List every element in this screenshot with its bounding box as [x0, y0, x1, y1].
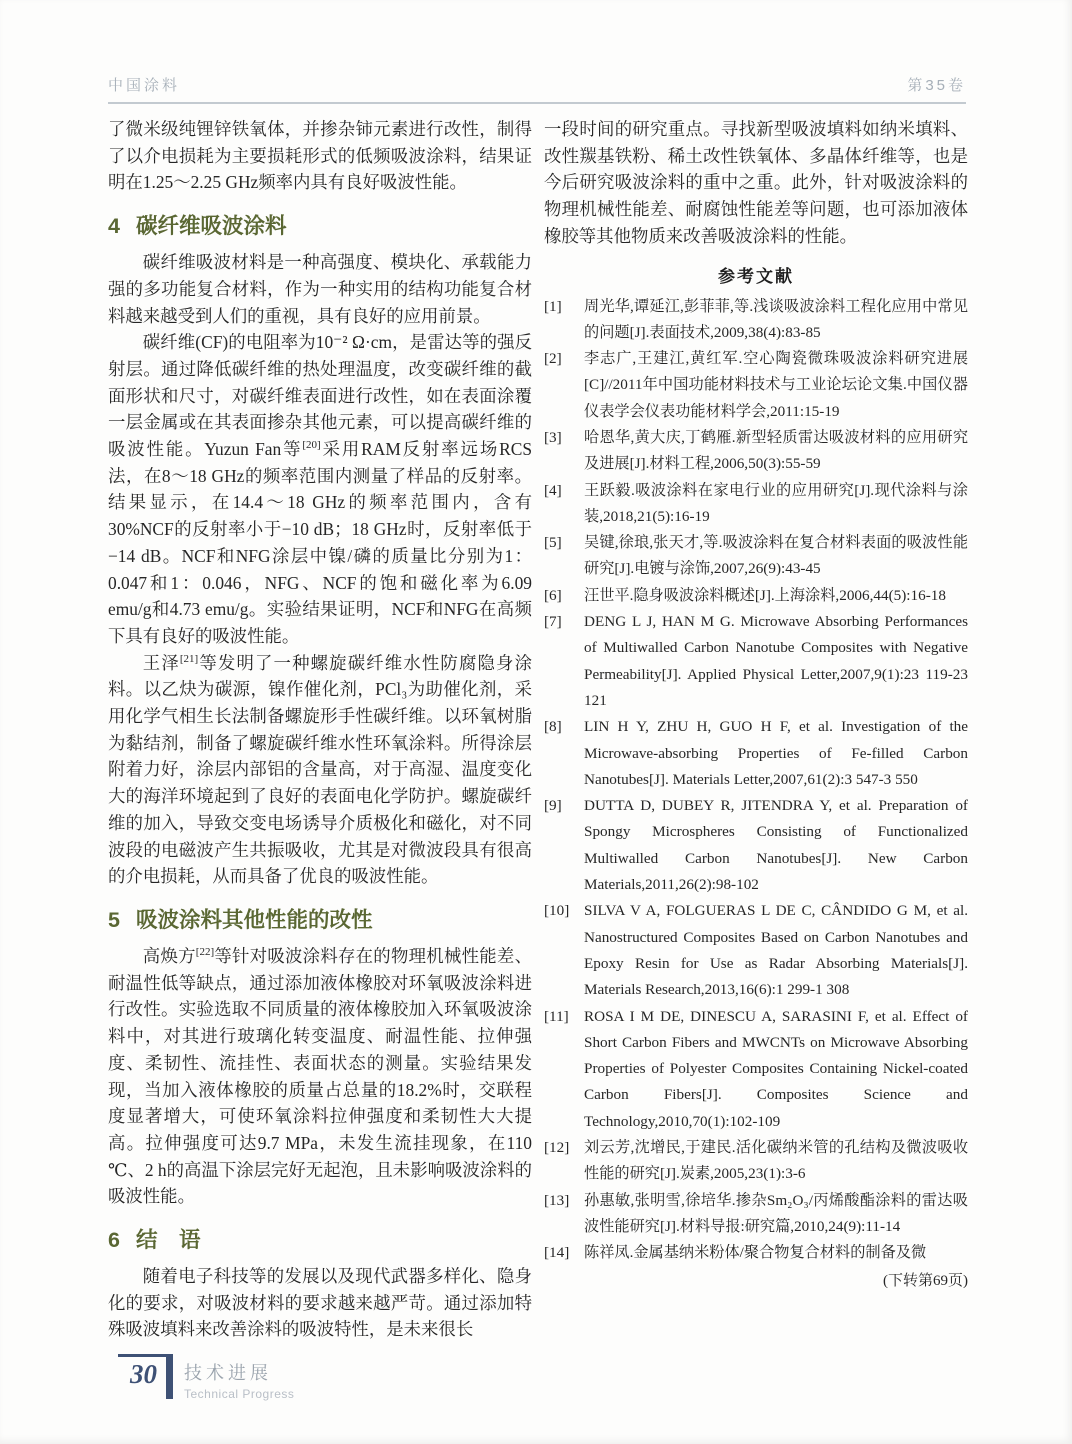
reference-label: [5] — [544, 534, 562, 552]
reference-item-11 — [544, 1004, 968, 1135]
reference-item-7 — [544, 609, 968, 714]
reference-item-10 — [544, 898, 968, 1003]
reference-text: 吴键,徐琅,张天才,等.吸波涂料在复合材料表面的吸波性能研究[J].电镀与涂饰,2007,26(9):43-45 — [584, 534, 968, 578]
reference-item-12 — [544, 1135, 968, 1188]
reference-label: [13] — [544, 1191, 570, 1209]
section-4-heading — [108, 209, 532, 240]
journal-name: 中国涂料 — [108, 77, 181, 94]
section-6-heading — [108, 1223, 532, 1254]
paragraph-text: 高焕方 — [142, 945, 196, 966]
reference-label: [4] — [544, 481, 562, 499]
footer-section-title-cn: 技术进展 — [184, 1363, 272, 1383]
reference-text: ROSA I M DE, DINESCU A, SARASINI F, et al. Effect of Short Carbon Fibers and MWCNTs on Microwave Absorbing Properties of Polyester Composites Containing Nickel-coated Carbon Fibers[J]. Composites Science and Technology,2010,70(1):102-109 — [584, 1007, 968, 1130]
section-4-title: 碳纤维吸波涂料 — [135, 214, 287, 239]
section-5-title: 吸波涂料其他性能的改性 — [135, 907, 373, 932]
reference-item-8 — [544, 714, 968, 793]
paragraph-text: 采用RAM反射率远场RCS法，在8～18 GHz的频率范围内测量了样品的反射率。结果显示，在14.4～18 GHz的频率范围内，含有30%NCF的反射率小于−10 dB；18 GHz时，反射率低于−14 dB。NCF和NFG涂层中镍/磷的质量比分别为1：0.047和1：0.046，NFG、NCF的饱和磁化率为6.09 emu/g和4.73 emu/g。实验结果证明，NCF和NFG在高频下具有良好的吸波性能。 — [108, 439, 532, 646]
reference-label: [1] — [544, 297, 562, 315]
references-heading: 参考文献 — [718, 266, 794, 286]
page-header — [108, 74, 966, 104]
section-5-heading — [108, 903, 532, 934]
reference-text: DUTTA D, DUBEY R, JITENDRA Y, et al. Preparation of Spongy Microspheres Consisting of Functionalized Multiwalled Carbon Nanotubes[J]. New Carbon Materials,2011,26(2):98-102 — [584, 797, 968, 894]
right-column — [544, 116, 968, 1294]
reference-text: 刘云芳,沈增民,于建民.活化碳纳米管的孔结构及微波吸收性能的研究[J].炭素,2005,23(1):3-6 — [584, 1139, 968, 1183]
section-4-paragraph-3 — [108, 650, 532, 890]
citation-superscript-21: [21] — [179, 652, 199, 665]
footer-section-titles — [173, 1354, 294, 1401]
reference-label: [7] — [544, 613, 562, 631]
reference-text: 王跃毅.吸波涂料在家电行业的应用研究[J].现代涂料与涂装,2018,21(5):16-19 — [584, 481, 968, 525]
reference-item-14 — [544, 1240, 968, 1266]
conclusion-continuation-paragraph: 一段时间的研究重点。寻找新型吸波填料如纳米填料、改性羰基铁粉、稀土改性铁氧体、多晶体纤维等，也是今后研究吸波涂料的重中之重。此外，针对吸波涂料的物理机械性能差、耐腐蚀性能差等问题，也可添加液体橡胶等其他物质来改善吸波涂料的性能。 — [544, 119, 968, 246]
paragraph-text: 碳纤维(CF)的电阻率为10⁻² Ω·cm，是雷达等的强反射层。通过降低碳纤维的热处理温度，改变碳纤维的截面形状和尺寸，对碳纤维表面进行改性，如在表面涂覆一层金属或在其表面掺杂其他元素，可以提高碳纤维的吸波性能。Yuzun Fan等 — [108, 332, 532, 460]
reference-item-1 — [544, 294, 968, 347]
reference-label: [11] — [544, 1007, 569, 1025]
intro-continuation-paragraph: 了微米级纯锂锌铁氧体，并掺杂铈元素进行改性，制得了以介电损耗为主要损耗形式的低频吸波涂料，结果证明在1.25～2.25 GHz频率内具有良好吸波性能。 — [108, 119, 532, 193]
reference-item-3 — [544, 425, 968, 478]
citation-superscript-22: [22] — [195, 946, 215, 959]
section-4-paragraph-2 — [108, 329, 532, 649]
paragraph-text: 王泽 — [142, 652, 180, 673]
reference-item-4 — [544, 478, 968, 531]
section-4-number: 4 — [108, 214, 120, 239]
section-4-paragraph-1: 碳纤维吸波材料是一种高强度、模块化、承载能力强的多功能复合材料，作为一种实用的结构功能复合材料越来越受到人们的重视，具有良好的应用前景。 — [108, 252, 532, 326]
section-5-paragraph — [108, 943, 532, 1210]
reference-text: DENG L J, HAN M G. Microwave Absorbing Performances of Multiwalled Carbon Nanotube Composites with Negative Permeability[J]. Applied Physical Letter,2007,9(1):23 119-23 121 — [584, 613, 968, 709]
section-5-number: 5 — [108, 907, 120, 932]
reference-label: [6] — [544, 586, 562, 604]
reference-text: 汪世平.隐身吸波涂料概述[J].上海涂料,2006,44(5):16-18 — [584, 586, 946, 604]
reference-text: LIN H Y, ZHU H, GUO H F, et al. Investigation of the Microwave-absorbing Properties of Fe-filled Carbon Nanotubes[J]. Materials Letter,2007,61(2):3 547-3 550 — [584, 718, 968, 788]
reference-item-13 — [544, 1188, 968, 1241]
citation-superscript-20: [20] — [302, 439, 321, 452]
reference-item-5 — [544, 530, 968, 583]
page-number-box — [118, 1354, 166, 1390]
reference-label: [9] — [544, 797, 562, 815]
paragraph-text: 等针对吸波涂料存在的物理机械性能差、耐温性低等缺点，通过添加液体橡胶对环氧吸波涂料进行改性。实验选取不同质量的液体橡胶加入环氧吸波涂料中，对其进行玻璃化转变温度、耐温性能、拉伸强度、柔韧性、流挂性、表面状态的测量。实验结果发现，当加入液体橡胶的质量占总量的18.2%时，交联程度显著增大，可使环氧涂料拉伸强度和柔韧性大大提高。拉伸强度可达9.7 MPa，未发生流挂现象，在110 ℃、2 h的高温下涂层完好无起泡，且未影响吸波涂料的吸波性能。 — [108, 945, 532, 1207]
volume-label: 第35卷 — [907, 77, 966, 94]
page-number: 30 — [130, 1359, 157, 1389]
footer-section-title-en: Technical Progress — [184, 1387, 295, 1401]
reference-item-2 — [544, 346, 968, 425]
page-footer — [118, 1354, 294, 1401]
section-6-title: 结 语 — [135, 1228, 201, 1253]
reference-label: [12] — [544, 1139, 570, 1157]
reference-label: [10] — [544, 902, 570, 920]
reference-text: 周光华,谭延江,彭菲菲,等.浅谈吸波涂料工程化应用中常见的问题[J].表面技术,2009,38(4):83-85 — [584, 297, 968, 341]
reference-label: [3] — [544, 429, 562, 446]
reference-item-9 — [544, 793, 968, 898]
left-column — [108, 116, 532, 1343]
reference-text: 李志广,王建江,黄红军.空心陶瓷微珠吸波涂料研究进展[C]//2011年中国功能材料技术与工业论坛论文集.中国仪器仪表学会仪表功能材料学会,2011:15-19 — [584, 350, 968, 420]
section-6-number: 6 — [108, 1228, 120, 1253]
reference-item-6 — [544, 583, 968, 609]
reference-label: [2] — [544, 350, 562, 368]
paragraph-text: 等发明了一种螺旋碳纤维水性防腐隐身涂料。以乙炔为碳源，镍作催化剂，PCl₃为助催化剂，采用化学气相生长法制备螺旋形手性碳纤维。以环氧树脂为黏结剂，制备了螺旋碳纤维水性环氧涂料。所得涂层附着力好，涂层内部铝的含量高，对于高湿、温度变化大的海洋环境起到了良好的表面电化学防护。螺旋碳纤维的加入，导致交变电场诱导介质极化和磁化，对不同波段的电磁波产生共振吸收，尤其是对微波段具有很高的介电损耗，从而具备了优良的吸波性能。 — [108, 652, 532, 887]
section-6-paragraph: 随着电子科技等的发展以及现代武器多样化、隐身化的要求，对吸波材料的要求越来越严苛。通过添加特殊吸波填料来改善涂料的吸波特性，是未来很长 — [108, 1266, 532, 1340]
reference-label: [8] — [544, 718, 562, 736]
reference-text: SILVA V A, FOLGUERAS L DE C, CÂNDIDO G M, et al. Nanostructured Composites Based on Carbon Nanotubes and Epoxy Resin for Use as Radar Absorbing Materials[J]. Materials Research,2013,16(6):1 299-1 308 — [584, 902, 968, 999]
reference-label: [14] — [544, 1244, 570, 1262]
continued-on-page-note: (下转第69页) — [883, 1272, 968, 1289]
reference-text: 哈恩华,黄大庆,丁鹤雁.新型轻质雷达吸波材料的应用研究及进展[J].材料工程,2006,50(3):55-59 — [584, 429, 968, 473]
reference-text: 孙惠敏,张明雪,徐培华.掺杂Sm₂O₃/丙烯酸酯涂料的雷达吸波性能研究[J].材料导报:研究篇,2010,24(9):11-14 — [584, 1191, 968, 1235]
footer-divider-bar — [166, 1354, 173, 1399]
reference-text: 陈祥凤.金属基纳米粉体/聚合物复合材料的制备及微 — [584, 1244, 927, 1262]
